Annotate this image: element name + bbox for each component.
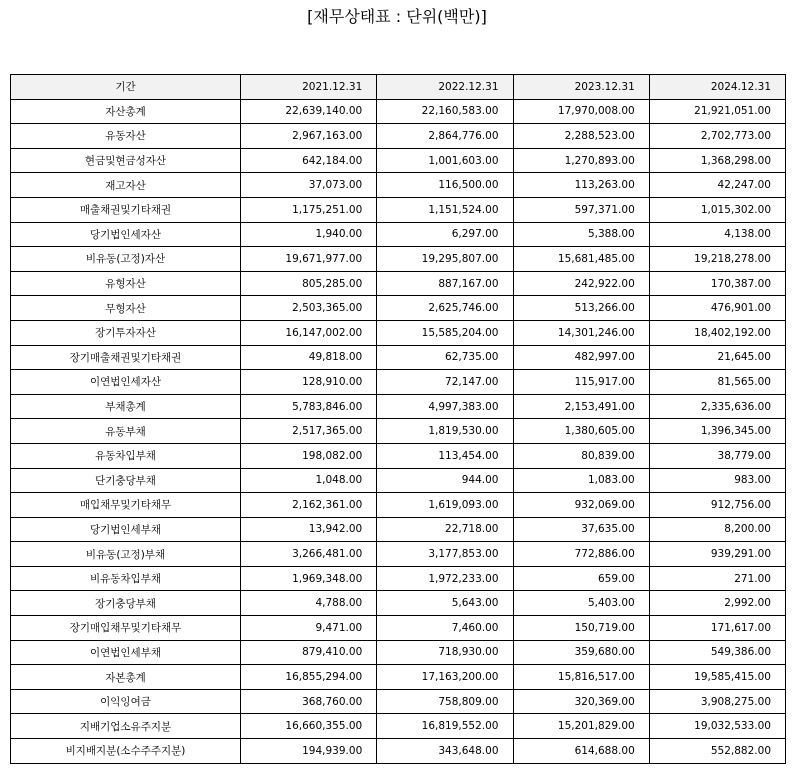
value-cell: 614,688.00: [513, 739, 649, 764]
value-cell: 3,177,853.00: [377, 542, 513, 567]
value-cell: 80,839.00: [513, 443, 649, 468]
value-cell: 549,386.00: [649, 640, 785, 665]
value-cell: 3,266,481.00: [241, 542, 377, 567]
value-cell: 21,645.00: [649, 345, 785, 370]
value-cell: 1,083.00: [513, 468, 649, 493]
row-label: 재고자산: [11, 173, 241, 198]
value-cell: 772,886.00: [513, 542, 649, 567]
value-cell: 718,930.00: [377, 640, 513, 665]
header-date: 2023.12.31: [513, 75, 649, 100]
value-cell: 19,032,533.00: [649, 714, 785, 739]
row-label: 비유동(고정)자산: [11, 247, 241, 272]
value-cell: 983.00: [649, 468, 785, 493]
value-cell: 3,908,275.00: [649, 689, 785, 714]
value-cell: 18,402,192.00: [649, 320, 785, 345]
value-cell: 1,969,348.00: [241, 566, 377, 591]
value-cell: 170,387.00: [649, 271, 785, 296]
value-cell: 482,997.00: [513, 345, 649, 370]
value-cell: 38,779.00: [649, 443, 785, 468]
table-row: [11, 517, 786, 542]
table-row: [11, 345, 786, 370]
table-row: [11, 124, 786, 149]
row-label: 유동차입부채: [11, 443, 241, 468]
row-label: 이연법인세부채: [11, 640, 241, 665]
value-cell: 659.00: [513, 566, 649, 591]
table-row: [11, 468, 786, 493]
value-cell: 19,218,278.00: [649, 247, 785, 272]
value-cell: 19,585,415.00: [649, 665, 785, 690]
value-cell: 2,625,746.00: [377, 296, 513, 321]
value-cell: 21,921,051.00: [649, 99, 785, 124]
value-cell: 19,295,807.00: [377, 247, 513, 272]
header-period: 기간: [11, 75, 241, 100]
value-cell: 6,297.00: [377, 222, 513, 247]
value-cell: 16,660,355.00: [241, 714, 377, 739]
value-cell: 22,160,583.00: [377, 99, 513, 124]
value-cell: 1,972,233.00: [377, 566, 513, 591]
value-cell: 2,864,776.00: [377, 124, 513, 149]
table-row: [11, 394, 786, 419]
row-label: 이익잉여금: [11, 689, 241, 714]
header-date: 2024.12.31: [649, 75, 785, 100]
value-cell: 1,048.00: [241, 468, 377, 493]
value-cell: 19,671,977.00: [241, 247, 377, 272]
value-cell: 5,643.00: [377, 591, 513, 616]
value-cell: 15,201,829.00: [513, 714, 649, 739]
table-row: [11, 493, 786, 518]
row-label: 유동자산: [11, 124, 241, 149]
header-date: 2021.12.31: [241, 75, 377, 100]
row-label: 장기매입채무및기타채무: [11, 616, 241, 641]
row-label: 당기법인세부채: [11, 517, 241, 542]
table-row: [11, 419, 786, 444]
value-cell: 49,818.00: [241, 345, 377, 370]
table-row: [11, 689, 786, 714]
value-cell: 1,380,605.00: [513, 419, 649, 444]
value-cell: 2,503,365.00: [241, 296, 377, 321]
table-row: [11, 173, 786, 198]
row-label: 비유동차입부채: [11, 566, 241, 591]
value-cell: 912,756.00: [649, 493, 785, 518]
table-row: [11, 320, 786, 345]
row-label: 무형자산: [11, 296, 241, 321]
row-label: 장기충당부채: [11, 591, 241, 616]
value-cell: 758,809.00: [377, 689, 513, 714]
table-row: [11, 542, 786, 567]
row-label: 매입채무및기타채무: [11, 493, 241, 518]
row-label: 비유동(고정)부채: [11, 542, 241, 567]
value-cell: 7,460.00: [377, 616, 513, 641]
value-cell: 116,500.00: [377, 173, 513, 198]
value-cell: 944.00: [377, 468, 513, 493]
value-cell: 1,368,298.00: [649, 148, 785, 173]
row-label: 지배기업소유주지분: [11, 714, 241, 739]
table-row: [11, 271, 786, 296]
table-row: [11, 370, 786, 395]
value-cell: 4,138.00: [649, 222, 785, 247]
row-label: 장기투자자산: [11, 320, 241, 345]
value-cell: 597,371.00: [513, 197, 649, 222]
value-cell: 81,565.00: [649, 370, 785, 395]
value-cell: 9,471.00: [241, 616, 377, 641]
value-cell: 1,015,302.00: [649, 197, 785, 222]
value-cell: 16,855,294.00: [241, 665, 377, 690]
row-label: 유형자산: [11, 271, 241, 296]
value-cell: 150,719.00: [513, 616, 649, 641]
header-date: 2022.12.31: [377, 75, 513, 100]
value-cell: 16,819,552.00: [377, 714, 513, 739]
table-row: [11, 714, 786, 739]
value-cell: 16,147,002.00: [241, 320, 377, 345]
value-cell: 198,082.00: [241, 443, 377, 468]
value-cell: 2,517,365.00: [241, 419, 377, 444]
value-cell: 15,585,204.00: [377, 320, 513, 345]
table-header: [11, 75, 786, 100]
value-cell: 2,153,491.00: [513, 394, 649, 419]
value-cell: 37,073.00: [241, 173, 377, 198]
table-row: [11, 566, 786, 591]
value-cell: 805,285.00: [241, 271, 377, 296]
table-row: [11, 197, 786, 222]
value-cell: 4,788.00: [241, 591, 377, 616]
value-cell: 513,266.00: [513, 296, 649, 321]
value-cell: 22,718.00: [377, 517, 513, 542]
value-cell: 62,735.00: [377, 345, 513, 370]
value-cell: 359,680.00: [513, 640, 649, 665]
value-cell: 113,263.00: [513, 173, 649, 198]
value-cell: 1,151,524.00: [377, 197, 513, 222]
value-cell: 932,069.00: [513, 493, 649, 518]
value-cell: 2,702,773.00: [649, 124, 785, 149]
balance-sheet-table: [10, 74, 786, 764]
value-cell: 194,939.00: [241, 739, 377, 764]
row-label: 유동부채: [11, 419, 241, 444]
row-label: 자산총계: [11, 99, 241, 124]
table-row: [11, 296, 786, 321]
value-cell: 22,639,140.00: [241, 99, 377, 124]
value-cell: 368,760.00: [241, 689, 377, 714]
value-cell: 72,147.00: [377, 370, 513, 395]
value-cell: 320,369.00: [513, 689, 649, 714]
row-label: 이연법인세자산: [11, 370, 241, 395]
value-cell: 14,301,246.00: [513, 320, 649, 345]
table-row: [11, 665, 786, 690]
value-cell: 5,388.00: [513, 222, 649, 247]
value-cell: 171,617.00: [649, 616, 785, 641]
value-cell: 879,410.00: [241, 640, 377, 665]
value-cell: 17,163,200.00: [377, 665, 513, 690]
value-cell: 37,635.00: [513, 517, 649, 542]
value-cell: 271.00: [649, 566, 785, 591]
value-cell: 113,454.00: [377, 443, 513, 468]
value-cell: 8,200.00: [649, 517, 785, 542]
value-cell: 2,967,163.00: [241, 124, 377, 149]
table-row: [11, 148, 786, 173]
table-row: [11, 739, 786, 764]
value-cell: 5,403.00: [513, 591, 649, 616]
value-cell: 2,288,523.00: [513, 124, 649, 149]
value-cell: 1,175,251.00: [241, 197, 377, 222]
value-cell: 1,819,530.00: [377, 419, 513, 444]
value-cell: 1,270,893.00: [513, 148, 649, 173]
table-header-row: [11, 75, 786, 100]
value-cell: 15,816,517.00: [513, 665, 649, 690]
table-row: [11, 443, 786, 468]
value-cell: 1,396,345.00: [649, 419, 785, 444]
value-cell: 2,992.00: [649, 591, 785, 616]
value-cell: 476,901.00: [649, 296, 785, 321]
table-row: [11, 222, 786, 247]
row-label: 자본총계: [11, 665, 241, 690]
table-body: [11, 99, 786, 763]
row-label: 당기법인세자산: [11, 222, 241, 247]
value-cell: 17,970,008.00: [513, 99, 649, 124]
value-cell: 939,291.00: [649, 542, 785, 567]
row-label: 단기충당부채: [11, 468, 241, 493]
table-row: [11, 616, 786, 641]
value-cell: 887,167.00: [377, 271, 513, 296]
value-cell: 115,917.00: [513, 370, 649, 395]
value-cell: 1,619,093.00: [377, 493, 513, 518]
value-cell: 2,162,361.00: [241, 493, 377, 518]
row-label: 현금및현금성자산: [11, 148, 241, 173]
row-label: 매출채권및기타채권: [11, 197, 241, 222]
row-label: 장기매출채권및기타채권: [11, 345, 241, 370]
value-cell: 13,942.00: [241, 517, 377, 542]
value-cell: 242,922.00: [513, 271, 649, 296]
table-row: [11, 99, 786, 124]
table-row: [11, 591, 786, 616]
value-cell: 42,247.00: [649, 173, 785, 198]
value-cell: 1,001,603.00: [377, 148, 513, 173]
value-cell: 642,184.00: [241, 148, 377, 173]
value-cell: 1,940.00: [241, 222, 377, 247]
value-cell: 552,882.00: [649, 739, 785, 764]
table-row: [11, 247, 786, 272]
value-cell: 5,783,846.00: [241, 394, 377, 419]
value-cell: 4,997,383.00: [377, 394, 513, 419]
value-cell: 15,681,485.00: [513, 247, 649, 272]
page-title: [재무상태표 : 단위(백만)]: [307, 7, 487, 26]
value-cell: 128,910.00: [241, 370, 377, 395]
row-label: 부채총계: [11, 394, 241, 419]
value-cell: 2,335,636.00: [649, 394, 785, 419]
row-label: 비지배지분(소수주주지분): [11, 739, 241, 764]
value-cell: 343,648.00: [377, 739, 513, 764]
table-row: [11, 640, 786, 665]
